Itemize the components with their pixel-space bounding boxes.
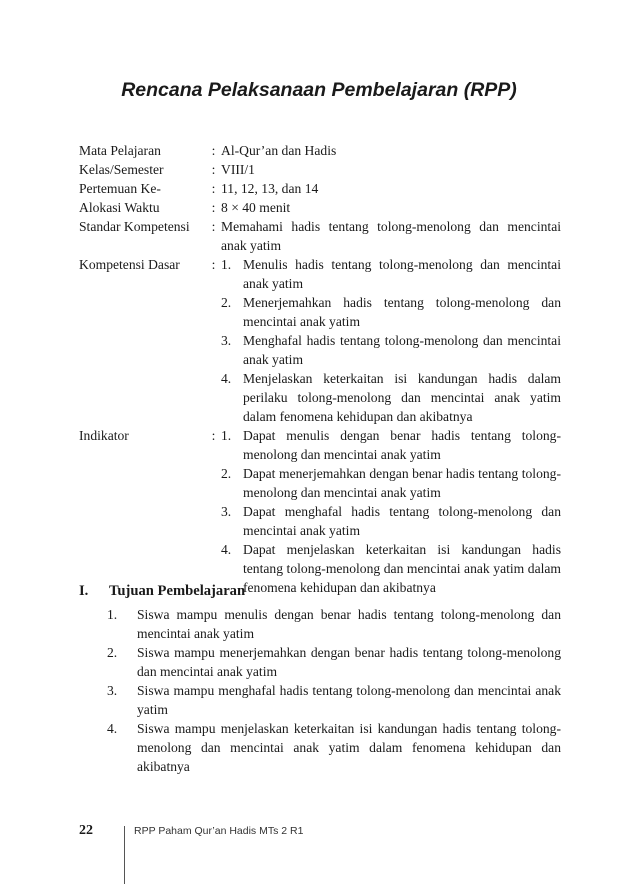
field-label: Pertemuan Ke- xyxy=(79,181,161,196)
item-number: 4. xyxy=(221,371,232,386)
field-pertemuan xyxy=(79,179,561,198)
field-colon: : xyxy=(211,162,216,177)
info-table xyxy=(79,141,561,597)
item-number: 3. xyxy=(107,683,118,698)
field-colon: : xyxy=(211,257,216,272)
item-text: Siswa mampu menulis dengan benar hadis tentang tolong-menolong dan mencintai anak yatim xyxy=(137,607,561,641)
list-item xyxy=(107,643,561,681)
field-colon: : xyxy=(211,428,216,443)
list-item xyxy=(221,293,561,331)
field-value: VIII/1 xyxy=(221,162,255,177)
field-label: Standar Kompetensi xyxy=(79,219,190,234)
section-number: I. xyxy=(79,583,89,599)
list-item xyxy=(221,369,561,426)
item-text: Dapat menghafal hadis tentang tolong-menolong dan mencintai anak yatim xyxy=(243,504,561,538)
item-number: 4. xyxy=(107,721,118,736)
field-mata-pelajaran xyxy=(79,141,561,160)
item-number: 1. xyxy=(221,257,232,272)
field-label: Mata Pelajaran xyxy=(79,143,161,158)
list-item xyxy=(107,605,561,643)
item-text: Dapat menulis dengan benar hadis tentang tolong-menolong dan mencintai anak yatim xyxy=(243,428,561,462)
field-label: Kelas/Semester xyxy=(79,162,164,177)
item-number: 2. xyxy=(221,295,232,310)
list-item xyxy=(221,502,561,540)
field-kelas-semester xyxy=(79,160,561,179)
field-indikator xyxy=(79,426,561,597)
field-label: Indikator xyxy=(79,428,129,443)
item-number: 4. xyxy=(221,542,232,557)
list-item xyxy=(221,255,561,293)
field-value: 11, 12, 13, dan 14 xyxy=(221,181,319,196)
field-label: Kompetensi Dasar xyxy=(79,257,180,272)
list-item xyxy=(107,681,561,719)
footer-book-title: RPP Paham Qur’an Hadis MTs 2 R1 xyxy=(134,825,304,837)
section-heading xyxy=(79,582,561,601)
item-text: Siswa mampu menjelaskan keterkaitan isi kandungan hadis tentang tolong-menolong dan mencintai anak yatim dalam fenomena kehidupan dan akibatnya xyxy=(137,721,561,774)
item-text: Siswa mampu menghafal hadis tentang tolong-menolong dan mencintai anak yatim xyxy=(137,683,561,717)
field-colon: : xyxy=(211,219,216,234)
item-text: Menulis hadis tentang tolong-menolong dan mencintai anak yatim xyxy=(243,257,561,291)
item-text: Menerjemahkan hadis tentang tolong-menolong dan mencintai anak yatim xyxy=(243,295,561,329)
item-number: 3. xyxy=(221,504,232,519)
list-item xyxy=(221,464,561,502)
item-number: 1. xyxy=(107,607,118,622)
kompetensi-dasar-list xyxy=(221,255,561,426)
page-title: Rencana Pelaksanaan Pembelajaran (RPP) xyxy=(121,79,517,101)
item-number: 2. xyxy=(221,466,232,481)
item-text: Dapat menjelaskan keterkaitan isi kandungan hadis tentang tolong-menolong dan mencintai anak yatim dalam fenomena kehidupan dan akibatnya xyxy=(243,542,561,595)
item-text: Menjelaskan keterkaitan isi kandungan hadis dalam perilaku tolong-menolong dan mencintai anak yatim dalam fenomena kehidupan dan akibatnya xyxy=(243,371,561,424)
indikator-list xyxy=(221,426,561,597)
tujuan-list xyxy=(107,605,561,776)
field-colon: : xyxy=(211,143,216,158)
item-text: Siswa mampu menerjemahkan dengan benar hadis tentang tolong-menolong dan mencintai anak yatim xyxy=(137,645,561,679)
field-colon: : xyxy=(211,181,216,196)
field-value: 8 × 40 menit xyxy=(221,200,291,215)
field-standar-kompetensi xyxy=(79,217,561,255)
list-item xyxy=(107,719,561,776)
field-label: Alokasi Waktu xyxy=(79,200,160,215)
item-number: 3. xyxy=(221,333,232,348)
item-number: 2. xyxy=(107,645,118,660)
field-value: Al-Qur’an dan Hadis xyxy=(221,143,337,158)
item-number: 1. xyxy=(221,428,232,443)
footer-divider xyxy=(124,826,125,884)
field-alokasi-waktu xyxy=(79,198,561,217)
field-kompetensi-dasar xyxy=(79,255,561,426)
page-number: 22 xyxy=(79,823,93,838)
field-value: Memahami hadis tentang tolong-menolong dan mencintai anak yatim xyxy=(221,219,561,253)
list-item xyxy=(221,331,561,369)
item-text: Dapat menerjemahkan dengan benar hadis tentang tolong-menolong dan mencintai anak yatim xyxy=(243,466,561,500)
section-title: Tujuan Pembelajaran xyxy=(109,583,246,599)
item-text: Menghafal hadis tentang tolong-menolong dan mencintai anak yatim xyxy=(243,333,561,367)
field-colon: : xyxy=(211,200,216,215)
section-tujuan-pembelajaran xyxy=(79,582,561,776)
list-item xyxy=(221,426,561,464)
